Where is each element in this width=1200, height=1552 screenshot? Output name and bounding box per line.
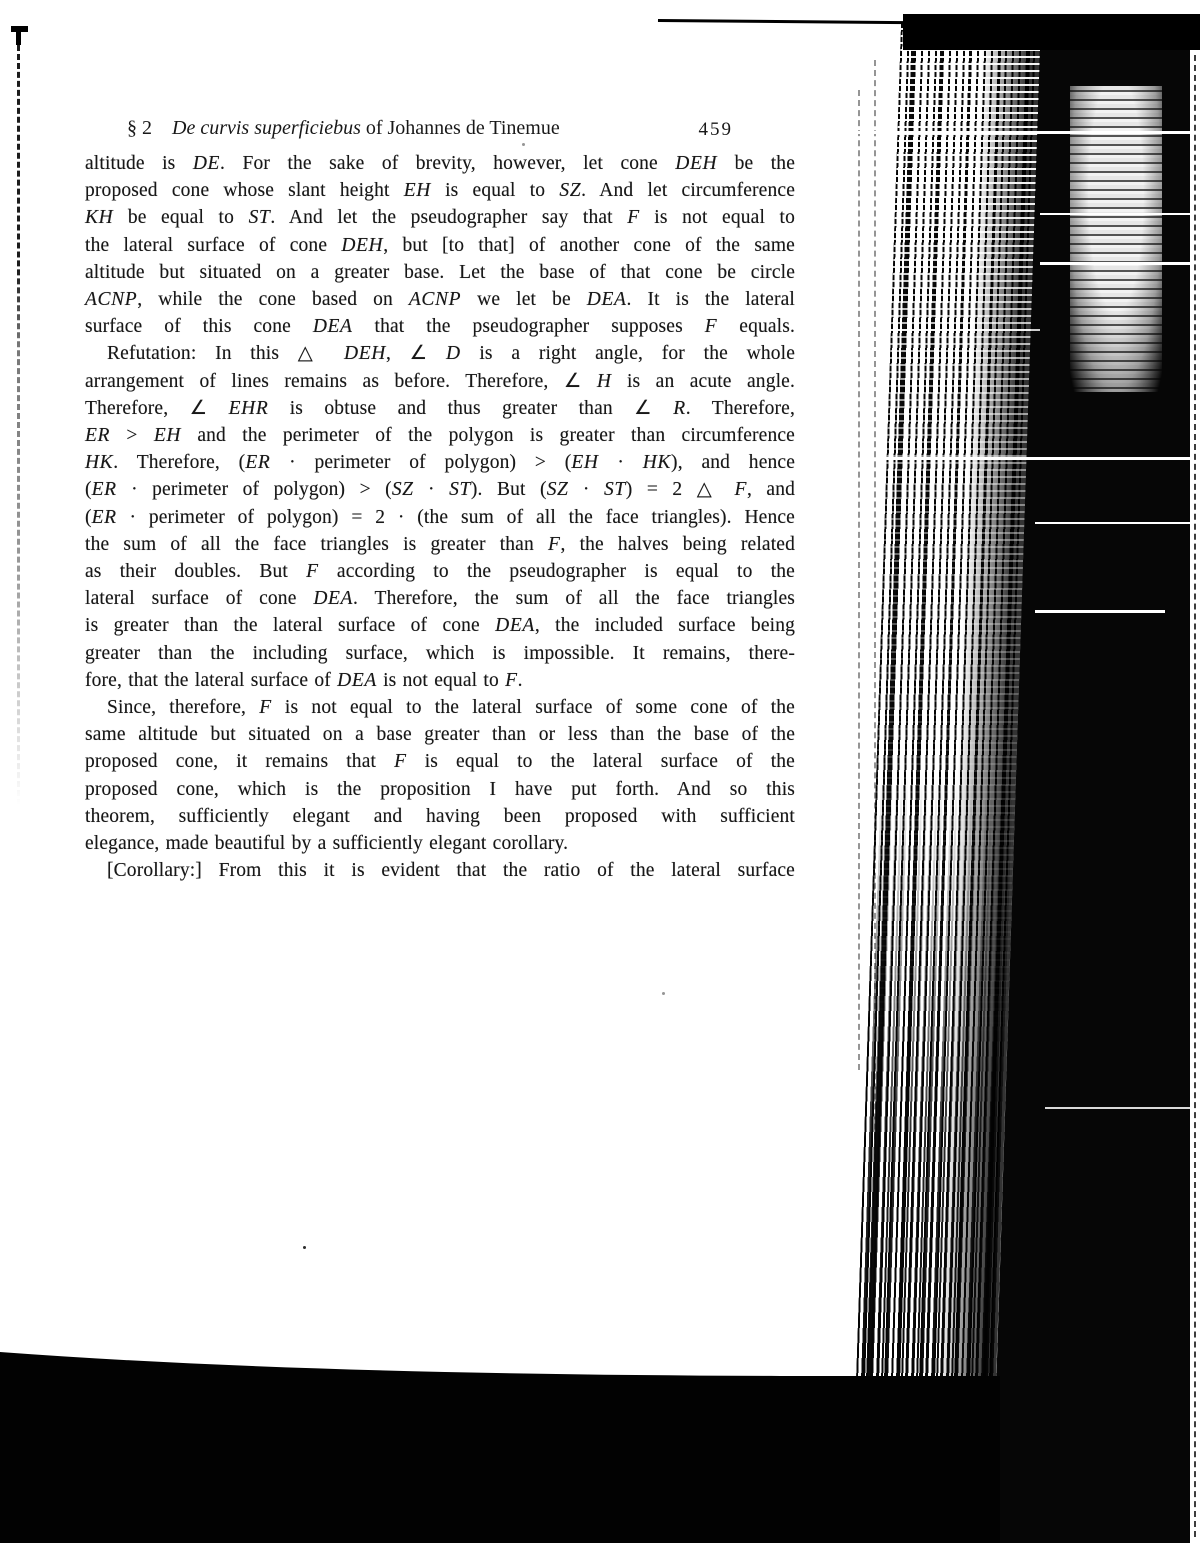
text-line: greater than the including surface, which is impossible. It remains, there- bbox=[85, 642, 795, 664]
scan-streak bbox=[884, 457, 1200, 460]
scan-artifact-dot bbox=[303, 1246, 306, 1249]
text-line: [Corollary:] From this it is evident that the ratio of the lateral surface bbox=[107, 860, 795, 882]
text-line: as their doubles. But F according to the pseudographer is equal to the bbox=[85, 561, 795, 583]
scan-artifact-right-rule bbox=[1194, 55, 1196, 1537]
text-line: fore, that the lateral surface of DEA is not equal to F. bbox=[85, 669, 523, 691]
text-line: (ER · perimeter of polygon) > (SZ · ST). But (SZ · ST) = 2 △ F, and bbox=[85, 479, 796, 501]
text-line: proposed cone whose slant height EH is equal to SZ. And let circumference bbox=[85, 180, 796, 202]
text-line: the sum of all the face triangles is greater than F, the halves being related bbox=[85, 533, 795, 555]
text-line: Since, therefore, F is not equal to the lateral surface of some cone of the bbox=[107, 697, 795, 719]
text-line: the lateral surface of cone DEH, but [to that] of another cone of the same bbox=[85, 234, 795, 256]
text-line: theorem, sufficiently elegant and having been proposed with sufficient bbox=[85, 805, 795, 827]
text-line: proposed cone, it remains that F is equal to the lateral surface of the bbox=[85, 751, 795, 773]
text-line: proposed cone, which is the proposition I have put forth. And so this bbox=[85, 778, 795, 800]
scan-artifact-top-rule bbox=[658, 19, 908, 24]
text-line: ACNP, while the cone based on ACNP we let be DEA. It is the lateral bbox=[85, 289, 795, 311]
page-title: De curvis superficiebus of Johannes de Tinemue bbox=[172, 117, 560, 139]
text-line: ER > EH and the perimeter of the polygon is greater than circumference bbox=[85, 425, 795, 447]
scan-streak bbox=[1035, 522, 1200, 524]
text-line: arrangement of lines remains as before. Therefore, ∠ H is an acute angle. bbox=[85, 370, 796, 392]
running-head bbox=[85, 114, 795, 144]
page-number: 459 bbox=[698, 119, 733, 140]
scan-shadow-band bbox=[0, 1352, 1000, 1543]
scan-streak bbox=[1035, 610, 1165, 613]
text-line: elegance, made beautiful by a sufficiently elegant corollary. bbox=[85, 833, 569, 855]
scan-artifact-top-band bbox=[903, 14, 1200, 50]
text-line: altitude is DE. For the sake of brevity, however, let cone DEH be the bbox=[85, 153, 796, 174]
text-line: Therefore, ∠ EHR is obtuse and thus greater than ∠ R. Therefore, bbox=[85, 397, 795, 419]
scan-streak bbox=[860, 329, 1040, 331]
text-line: Refutation: In this △ DEH, ∠ D is a right angle, for the whole bbox=[107, 343, 796, 365]
body-text bbox=[85, 150, 795, 884]
text-line: lateral surface of cone DEA. Therefore, the sum of all the face triangles bbox=[85, 588, 795, 610]
text-line: HK. Therefore, (ER · perimeter of polygon) > (EH · HK), and hence bbox=[85, 452, 796, 474]
section-label: § 2 bbox=[127, 117, 152, 139]
text-line: KH be equal to ST. And let the pseudographer say that F is not equal to bbox=[85, 207, 796, 229]
scan-artifact-dot bbox=[522, 143, 525, 146]
text-line: surface of this cone DEA that the pseudographer supposes F equals. bbox=[85, 316, 796, 338]
scan-artifact-dashed-rule bbox=[17, 45, 20, 805]
text-line: (ER · perimeter of polygon) = 2 · (the sum of all the face triangles). Hence bbox=[85, 506, 795, 528]
text-line: same altitude but situated on a base greater than or less than the base of the bbox=[85, 724, 795, 746]
scan-streak bbox=[856, 131, 1200, 134]
text-line: altitude but situated on a greater base. Let the base of that cone be circle bbox=[85, 261, 795, 283]
scan-streak bbox=[1040, 262, 1190, 265]
page-edge-line bbox=[858, 90, 860, 1070]
text-line: is greater than the lateral surface of cone DEA, the included surface being bbox=[85, 615, 795, 637]
scan-streak bbox=[1040, 213, 1195, 215]
scan-artifact-dot bbox=[662, 992, 665, 995]
scan-streak bbox=[1045, 1107, 1190, 1109]
registration-mark bbox=[16, 26, 21, 45]
